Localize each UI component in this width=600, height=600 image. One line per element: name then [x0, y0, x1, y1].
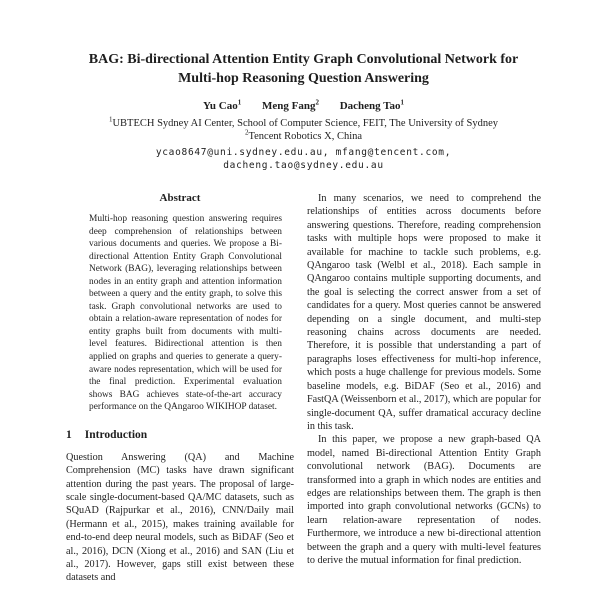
section-heading	[66, 429, 294, 441]
paper-title-line1: BAG: Bi-directional Attention Entity Graph Convolutional Network for	[88, 52, 519, 67]
paper-title-line2: Multi-hop Reasoning Question Answering	[178, 71, 429, 86]
affiliation-line	[66, 130, 541, 143]
author-name: Dacheng Tao	[339, 100, 401, 112]
abstract-text: Multi-hop reasoning question answering requires deep comprehension of relationships between various documents and queries. We propose a Bi-directional Attention Entity Graph Convolutional Network (BAG), leveraging relationships between nodes in an entity graph and attention information between a query and the entity graph, to solve this task. Graph convolutional networks are used to obtain a relation-aware representation of nodes for entity graphs built from documents with multi-level features. Bidirectional attention is then applied on graphs and queries to generate a query-aware nodes representation, which will be used for the final prediction. Experimental evaluation shows BAG achieves state-of-the-art accuracy performance on the QAngaroo WIKIHOP dataset.	[89, 214, 282, 413]
section-title: Introduction	[84, 428, 148, 441]
paper-title	[66, 50, 541, 88]
abstract-heading: Abstract	[159, 192, 201, 204]
intro-paragraph: Question Answering (QA) and Machine Comprehension (MC) tasks have drawn significant attention during the past years. The proposal of large-scale single-document-based QA/MC datasets, such as SQuAD (Rajpurkar et al., 2016), CNN/Daily mail (Hermann et al., 2015), makes training available for end-to-end deep neural models, such as BiDAF (Seo et al., 2016), DCN (Xiong et al., 2016) and SAN (Liu et al., 2017). However, gaps still exist between these datasets and	[66, 451, 294, 584]
section-number: 1	[66, 428, 72, 441]
author-name: Meng Fang	[261, 100, 316, 112]
body-paragraph: In many scenarios, we need to comprehend the relationships of entities across documents before answering questions. Therefore, reading comprehension tasks with multiple hops were proposed to make it available for machine to tackle such problems, e.g. QAngaroo task (Welbl et al., 2018). Each sample in QAngaroo contains multiple supporting documents, and the goal is selecting the correct answer from a set of candidates for a query. Most queries cannot be answered depending on a single document, and multi-step reasoning chains across documents are needed. Therefore, it is possible that understanding a part of paragraphs loses effectiveness for multi-hop inference, which posts a huge challenge for previous models. Some baseline models, e.g. BiDAF (Seo et al., 2016) and FastQA (Weissenborn et al., 2017), which are popular for single-document QA, suffer dramatical accuracy decline in this task.	[307, 193, 541, 432]
author-list	[66, 100, 541, 113]
email-list	[66, 147, 541, 172]
affiliation-sup: 2	[244, 128, 249, 137]
affiliation-line	[66, 117, 541, 130]
author	[262, 100, 319, 112]
author-affiliation-sup: 1	[237, 98, 242, 107]
author-affiliation-sup: 1	[400, 98, 405, 107]
email-line: dacheng.tao@sydney.edu.au	[223, 159, 384, 171]
left-column	[66, 192, 294, 585]
two-column-body	[66, 192, 541, 585]
author	[340, 100, 404, 112]
body-paragraph: In this paper, we propose a new graph-based QA model, named Bi-directional Attention Entity Graph convolutional network (BAG). Documents are transformed into a graph in which nodes are entities and edges are relationships between them. The graph is then imported into graph convolutional networks (GCNs) to learn relation-aware representation of nodes. Furthermore, we introduce a new bi-directional attention between the graph and a query with multi-level features to derive the mutual information for final prediction.	[307, 434, 541, 566]
affiliation-text: Tencent Robotics X, China	[248, 131, 363, 142]
email-line: ycao8647@uni.sydney.edu.au, mfang@tencent.com,	[155, 147, 452, 158]
author	[203, 100, 241, 112]
author-affiliation-sup: 2	[315, 98, 319, 107]
affiliation-sup: 1	[108, 115, 113, 124]
author-name: Yu Cao	[202, 100, 238, 112]
affiliation-list	[66, 117, 541, 143]
right-column	[307, 192, 541, 585]
affiliation-text: UBTECH Sydney AI Center, School of Computer Science, FEIT, The University of Sydney	[112, 118, 499, 129]
